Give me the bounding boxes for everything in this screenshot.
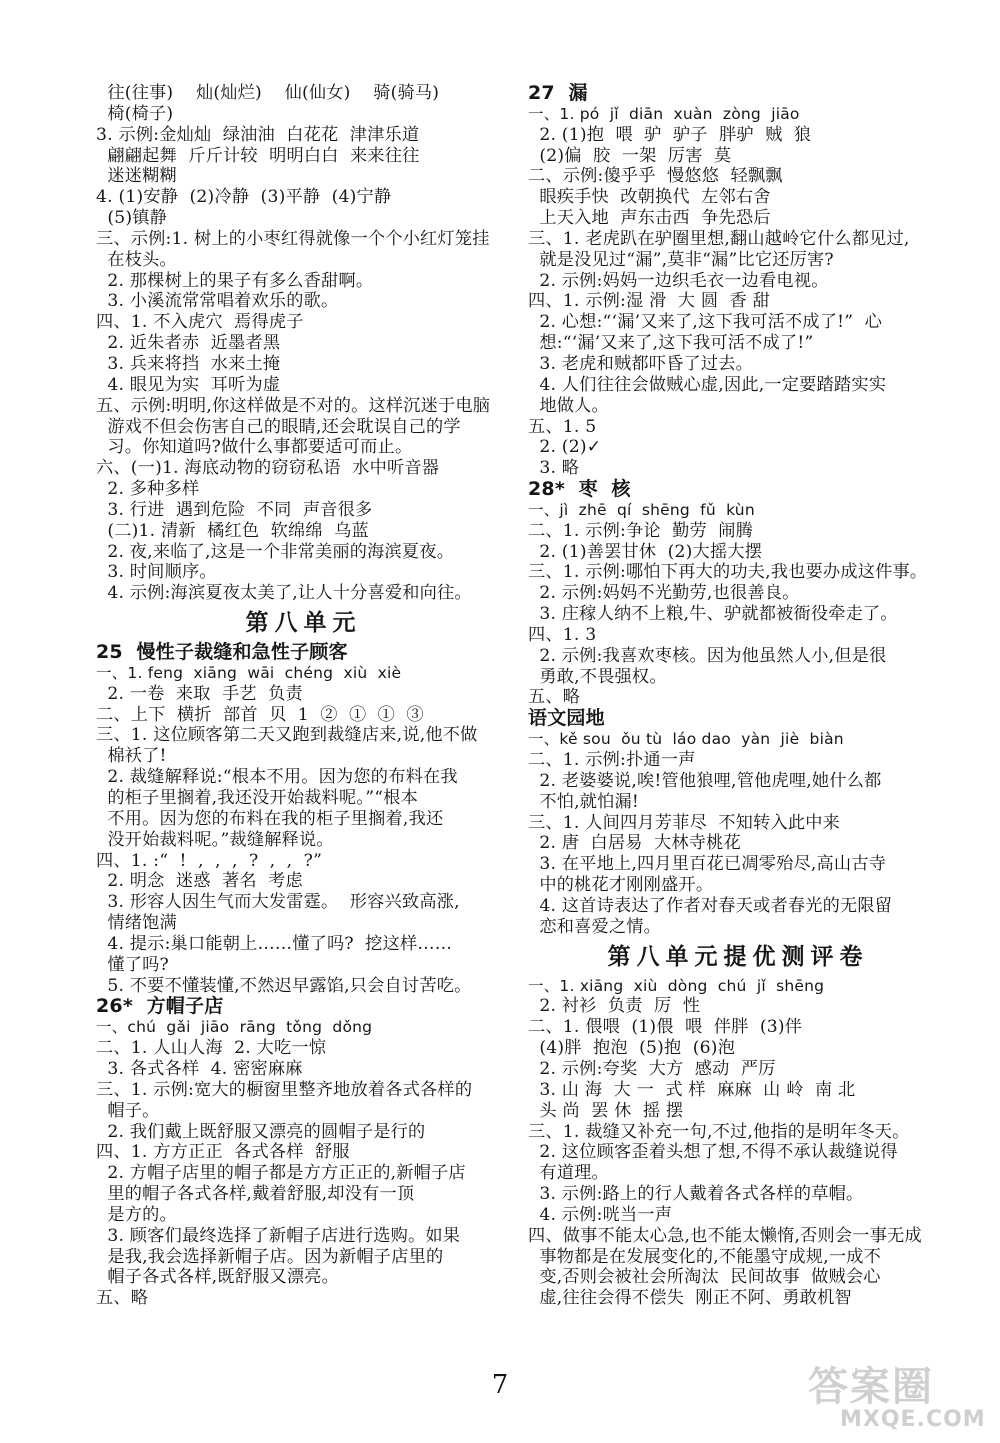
answer-line: 四、做事不能太心急,也不能太懒惰,否则会一事无成 (528, 1225, 922, 1246)
answer-line: 勇敢,不畏强权。 (528, 666, 667, 687)
answer-line: 5. 不要不懂装懂,不然迟早露馅,只会自讨苦吃。 (96, 975, 472, 996)
pinyin-line: 一、1. pó jǐ diān xuàn zòng jiāo (528, 104, 800, 123)
answer-line: 3. 时间顺序。 (96, 562, 217, 583)
answer-line: 眼疾手快 改朝换代 左邻右舍 (528, 187, 771, 208)
answer-line: (4)胖 抱泡 (5)抱 (6)泡 (528, 1038, 736, 1059)
answer-line: 四、1. 不入虎穴 焉得虎子 (96, 312, 304, 333)
answer-line: 3. 形容人因生气而大发雷霆。 形容兴致高涨, (96, 892, 460, 913)
answer-line: 迷迷糊糊 (96, 166, 177, 187)
pinyin-line: 一、1. feng xiāng wāi chéng xiù xiè (96, 663, 402, 682)
answer-line: 四、1. 示例:湿 滑 大 圆 香 甜 (528, 291, 770, 312)
answer-line: 头 尚 罢 休 摇 摆 (528, 1100, 684, 1121)
answer-line: 地做人。 (528, 395, 609, 416)
answer-line: 帽子各式各样,既舒服又漂亮。 (96, 1267, 340, 1288)
answer-line: 三、1. 示例:宽大的橱窗里整齐地放着各式各样的 (96, 1079, 473, 1100)
answer-line: 变,否则会被社会所淘汰 民间故事 做贼会心 (528, 1267, 881, 1288)
answer-line: 3. 略 (528, 458, 580, 479)
answer-line: 2. 那棵树上的果子有多么香甜啊。 (96, 270, 374, 291)
answer-line: 4. 提示:巢口能朝上……懂了吗? 挖这样…… (96, 933, 453, 954)
answer-line: 3. 各式各样 4. 密密麻麻 (96, 1058, 303, 1079)
answer-line: 帽子。 (96, 1100, 160, 1121)
answer-line: 二、1. 示例:争论 勤劳 闹腾 (528, 520, 753, 541)
answer-line: 3. 老虎和贼都吓昏了过去。 (528, 353, 754, 374)
answer-line: 二、1. 示例:扑通一声 (528, 750, 696, 770)
answer-line: 3. 在平地上,四月里百花已凋零殆尽,高山古寺 (528, 854, 887, 875)
answer-line: 有道理。 (528, 1163, 609, 1184)
answer-line: 2. 裁缝解释说:“根本不用。因为您的布料在我 (96, 767, 458, 788)
answer-line: 2. 示例:我喜欢枣核。因为他虽然人小,但是很 (528, 645, 887, 666)
answer-line: 2. (1)抱 喂 驴 驴子 胖驴 贼 狼 (528, 124, 812, 145)
answer-line: 上天入地 声东击西 争先恐后 (528, 208, 771, 229)
answer-line: 2. 一卷 来取 手艺 负责 (96, 683, 303, 704)
unit-title: 第八单元 (245, 610, 362, 637)
answer-line: 4. 眼见为实 耳听为虚 (96, 374, 281, 395)
answer-line: 没开始裁料呢。”裁缝解释说。 (96, 829, 334, 850)
answer-line: 不用。因为您的布料在我的柜子里搁着,我还 (96, 808, 444, 829)
answer-line: 2. 多种多样 (96, 479, 200, 500)
answer-line: 二、示例:傻乎乎 慢悠悠 轻飘飘 (528, 166, 783, 187)
answer-line: 想:“‘漏’又来了,这下我可活不成了!” (528, 333, 814, 354)
answer-line: 三、1. 示例:哪怕下再大的功夫,我也要办成这件事。 (528, 562, 928, 583)
answer-line: 3. 庄稼人纳不上粮,牛、驴就都被衙役牵走了。 (528, 604, 898, 625)
answer-line: 4. (1)安静 (2)冷静 (3)平静 (4)宁静 (96, 187, 392, 208)
answer-line: 就是没见过“漏”,莫非“漏”比它还厉害? (528, 249, 834, 270)
section-heading: 26* 方帽子店 (96, 995, 224, 1018)
answer-line: 3. 示例:路上的行人戴着各式各样的草帽。 (528, 1184, 864, 1205)
answer-line: 二、1. 人山人海 2. 大吃一惊 (96, 1038, 327, 1059)
answer-line: 2. (1)善罢甘休 (2)大摇大摆 (528, 541, 763, 562)
answer-line: 五、略 (96, 1288, 149, 1309)
answer-line: 2. 夜,来临了,这是一个非常美丽的海滨夏夜。 (96, 541, 455, 562)
answer-line: 的柜子里搁着,我还没开始裁料呢。”“根本 (96, 788, 418, 808)
answer-line: 五、略 (528, 687, 581, 708)
answer-line: 4. 这首诗表达了作者对春天或者春光的无限留 (528, 895, 893, 916)
answer-line: 五、示例:明明,你这样做是不对的。这样沉迷于电脑 (96, 395, 491, 416)
answer-line: 三、示例:1. 树上的小枣红得就像一个个小红灯笼挂 (96, 228, 490, 249)
answer-line: 2. 示例:妈妈一边织毛衣一边看电视。 (528, 270, 829, 291)
answer-line: 2. 示例:夸奖 大方 感动 严厉 (528, 1058, 776, 1079)
pinyin-line: 一、chú gǎi jiāo rāng tǒng dǒng (96, 1018, 373, 1037)
section-heading: 27 漏 (528, 82, 588, 104)
answer-line: 3. 示例:金灿灿 绿油油 白花花 津津乐道 (96, 124, 420, 145)
right-column (528, 83, 948, 1309)
answer-line: (二)1. 清新 橘红色 软绵绵 乌蓝 (96, 520, 369, 541)
watermark-logo-text: 答案圈 (808, 1364, 934, 1410)
answer-line: 2. 明念 迷惑 著名 考虑 (96, 871, 303, 892)
answer-line: 2. 心想:“‘漏’又来了,这下我可活不成了!” 心 (528, 312, 882, 333)
answer-line: 2. 近朱者赤 近墨者黑 (96, 333, 281, 354)
answer-line: 情绪饱满 (96, 913, 177, 934)
answer-line: 2. 方帽子店里的帽子都是方方正正的,新帽子店 (96, 1163, 466, 1184)
answer-line: 2. (2)✓ (528, 437, 602, 458)
answer-line: 游戏不但会伤害自己的眼睛,还会耽误自己的学 (96, 416, 461, 437)
answer-line: 六、(一)1. 海底动物的窃窃私语 水中听音器 (96, 458, 440, 479)
answer-line: 二、1. 偎喂 (1)偎 喂 伴胖 (3)伴 (528, 1017, 803, 1038)
pinyin-line: 一、1. xiāng xiù dòng chú jǐ shēng (528, 976, 825, 995)
answer-line: 是方的。 (96, 1204, 177, 1225)
answer-line: 在枝头。 (96, 249, 177, 270)
answer-line: (2)偏 胶 一架 厉害 莫 (528, 145, 732, 166)
page-number: 7 (491, 1370, 509, 1400)
answer-line: 2. 唐 白居易 大林寺桃花 (528, 833, 741, 854)
answer-line: 中的桃花才刚刚盛开。 (528, 875, 714, 896)
watermark-logo (800, 1355, 990, 1435)
answer-line: 习。你知道吗?做什么事都要适可而止。 (96, 437, 413, 458)
section-heading: 25 慢性子裁缝和急性子顾客 (96, 641, 348, 664)
answer-line: 是我,我会选择新帽子店。因为新帽子店里的 (96, 1246, 444, 1267)
answer-line: 三、1. 裁缝又补充一句,不过,他指的是明年冬天。 (528, 1121, 910, 1142)
answer-line: 四、1. :“ ! , , , ? , , ?” (96, 850, 323, 871)
section-heading: 语文园地 (528, 707, 605, 730)
answer-line: 2. 我们戴上既舒服又漂亮的圆帽子是行的 (96, 1121, 426, 1142)
unit-title: 第八单元提优测评卷 (607, 943, 869, 970)
answer-line: 恋和喜爱之情。 (528, 916, 662, 937)
answer-line: 不怕,就怕漏! (528, 791, 640, 812)
answer-line: 3. 小溪流常常唱着欢乐的歌。 (96, 291, 339, 312)
answer-line: 翩翩起舞 斤斤计较 明明白白 来来往往 (96, 145, 420, 166)
answer-line: 3. 山 海 大 一 式 样 麻麻 山 岭 南 北 (528, 1079, 856, 1100)
answer-line: 懂了吗? (96, 954, 169, 975)
answer-line: 事物都是在发展变化的,不能墨守成规,一成不 (528, 1246, 882, 1267)
answer-line: 二、上下 横折 部首 贝 1 ② ① ① ③ (96, 704, 424, 725)
left-column (96, 83, 511, 1309)
answer-line: 4. 人们往往会做贼心虚,因此,一定要踏踏实实 (528, 374, 887, 395)
answer-line: 3. 行进 遇到危险 不同 声音很多 (96, 499, 373, 520)
pinyin-line: 一、kě sou ǒu tù láo dao yàn jiè biàn (528, 730, 844, 749)
watermark-site-text: MXQE.COM (840, 1407, 986, 1432)
answer-line: (5)镇静 (96, 208, 168, 229)
answer-line: 3. 兵来将挡 水来土掩 (96, 353, 281, 374)
answer-line: 2. 这位顾客歪着头想了想,不得不承认裁缝说得 (528, 1142, 898, 1163)
answer-line: 虚,往往会得不偿失 刚正不阿、勇敢机智 (528, 1288, 852, 1309)
answer-line: 四、1. 方方正正 各式各样 舒服 (96, 1142, 350, 1163)
answer-line: 3. 顾客们最终选择了新帽子店进行选购。如果 (96, 1225, 461, 1246)
answer-line: 2. 衬衫 负责 厉 性 (528, 996, 701, 1017)
answer-line: 五、1. 5 (528, 416, 597, 437)
answer-line: 4. 示例:咣当一声 (528, 1204, 673, 1225)
answer-line: 里的帽子各式各样,戴着舒服,却没有一顶 (96, 1184, 415, 1205)
answer-line: 三、1. 这位顾客第二天又跑到裁缝店来,说,他不做 (96, 725, 478, 746)
pinyin-line: 一、jì zhē qí shēng fǔ kùn (528, 500, 755, 519)
answer-line: 4. 示例:海滨夏夜太美了,让人十分喜爱和向往。 (96, 583, 472, 604)
answer-line: 三、1. 人间四月芳菲尽 不知转入此中来 (528, 812, 840, 833)
answer-line: 棉袄了! (96, 746, 167, 767)
answer-line: 三、1. 老虎趴在驴圈里想,翻山越岭它什么都见过, (528, 228, 910, 249)
answer-line: 2. 老婆婆说,唉!管他狼哩,管他虎哩,她什么都 (528, 770, 882, 791)
answer-line: 四、1. 3 (528, 624, 597, 645)
section-heading: 28* 枣 核 (528, 478, 631, 501)
answer-line: 往(往事) 灿(灿烂) 仙(仙女) 骑(骑马) (96, 83, 440, 103)
answer-line: 2. 示例:妈妈不光勤劳,也很善良。 (528, 583, 800, 604)
answer-line: 椅(椅子) (96, 103, 174, 124)
